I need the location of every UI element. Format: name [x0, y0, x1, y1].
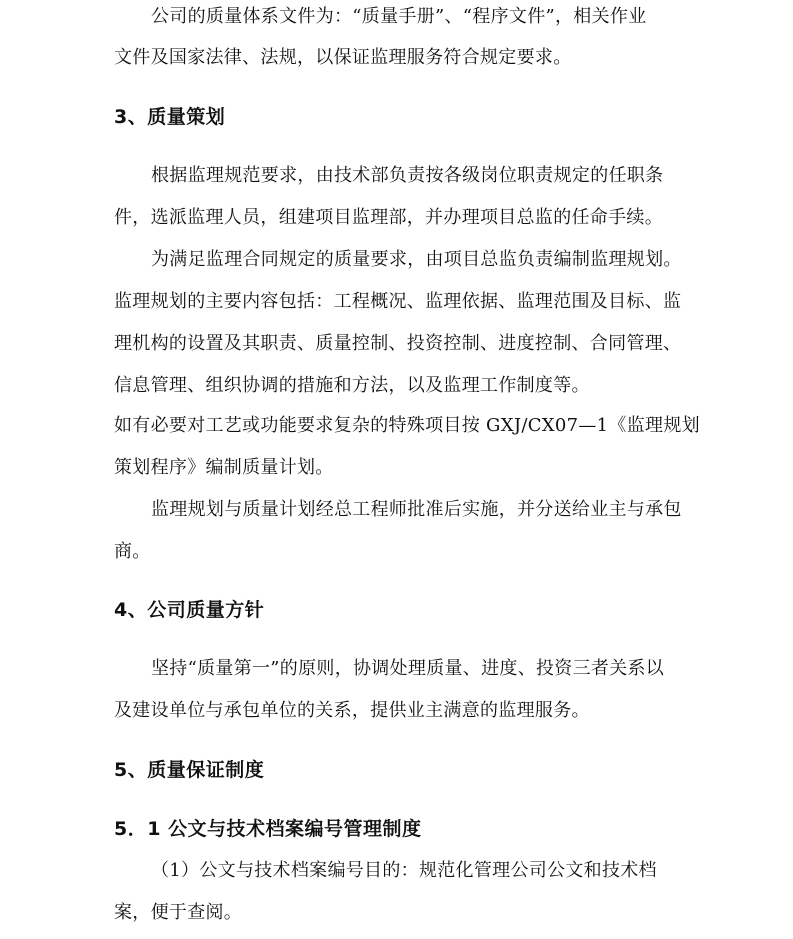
section-3-paragraph-1-line-2: 件，选派监理人员，组建项目监理部，并办理项目总监的任命手续。: [114, 207, 663, 228]
section-5-1-item-1-line-1: （1）公文与技术档案编号目的：规范化管理公司公文和技术档: [151, 860, 657, 881]
section-5-1-heading: 5．1 公文与技术档案编号管理制度: [114, 818, 422, 840]
section-3-paragraph-2-line-2: 监理规划的主要内容包括：工程概况、监理依据、监理范围及目标、监: [114, 291, 682, 312]
intro-line-2: 文件及国家法律、法规，以保证监理服务符合规定要求。: [114, 47, 572, 68]
section-3-paragraph-3-line-1: 如有必要对工艺或功能要求复杂的特殊项目按 GXJ/CX07—1《监理规划: [114, 415, 700, 436]
section-3-paragraph-3-line-2: 策划程序》编制质量计划。: [114, 457, 334, 478]
section-5-1-item-1-line-2: 案，便于查阅。: [114, 902, 243, 923]
section-4-paragraph-line-2: 及建设单位与承包单位的关系，提供业主满意的监理服务。: [114, 700, 590, 721]
section-3-paragraph-2-line-3: 理机构的设置及其职责、质量控制、投资控制、进度控制、合同管理、: [114, 333, 682, 354]
section-3-paragraph-1-line-1: 根据监理规范要求，由技术部负责按各级岗位职责规定的任职条: [151, 165, 664, 186]
section-3-paragraph-2-line-1: 为满足监理合同规定的质量要求，由项目总监负责编制监理规划。: [151, 249, 682, 270]
section-4-heading: 4、公司质量方针: [114, 599, 265, 621]
section-4-paragraph-line-1: 坚持“质量第一”的原则，协调处理质量、进度、投资三者关系以: [151, 658, 665, 679]
section-3-paragraph-2-line-4: 信息管理、组织协调的措施和方法，以及监理工作制度等。: [114, 375, 590, 396]
intro-line-1: 公司的质量体系文件为：“质量手册”、“程序文件”，相关作业: [151, 6, 647, 27]
section-3-heading: 3、质量策划: [114, 106, 226, 128]
section-5-heading: 5、质量保证制度: [114, 759, 265, 781]
section-3-paragraph-4-line-1: 监理规划与质量计划经总工程师批准后实施，并分送给业主与承包: [151, 499, 682, 520]
section-3-paragraph-4-line-2: 商。: [114, 541, 151, 562]
